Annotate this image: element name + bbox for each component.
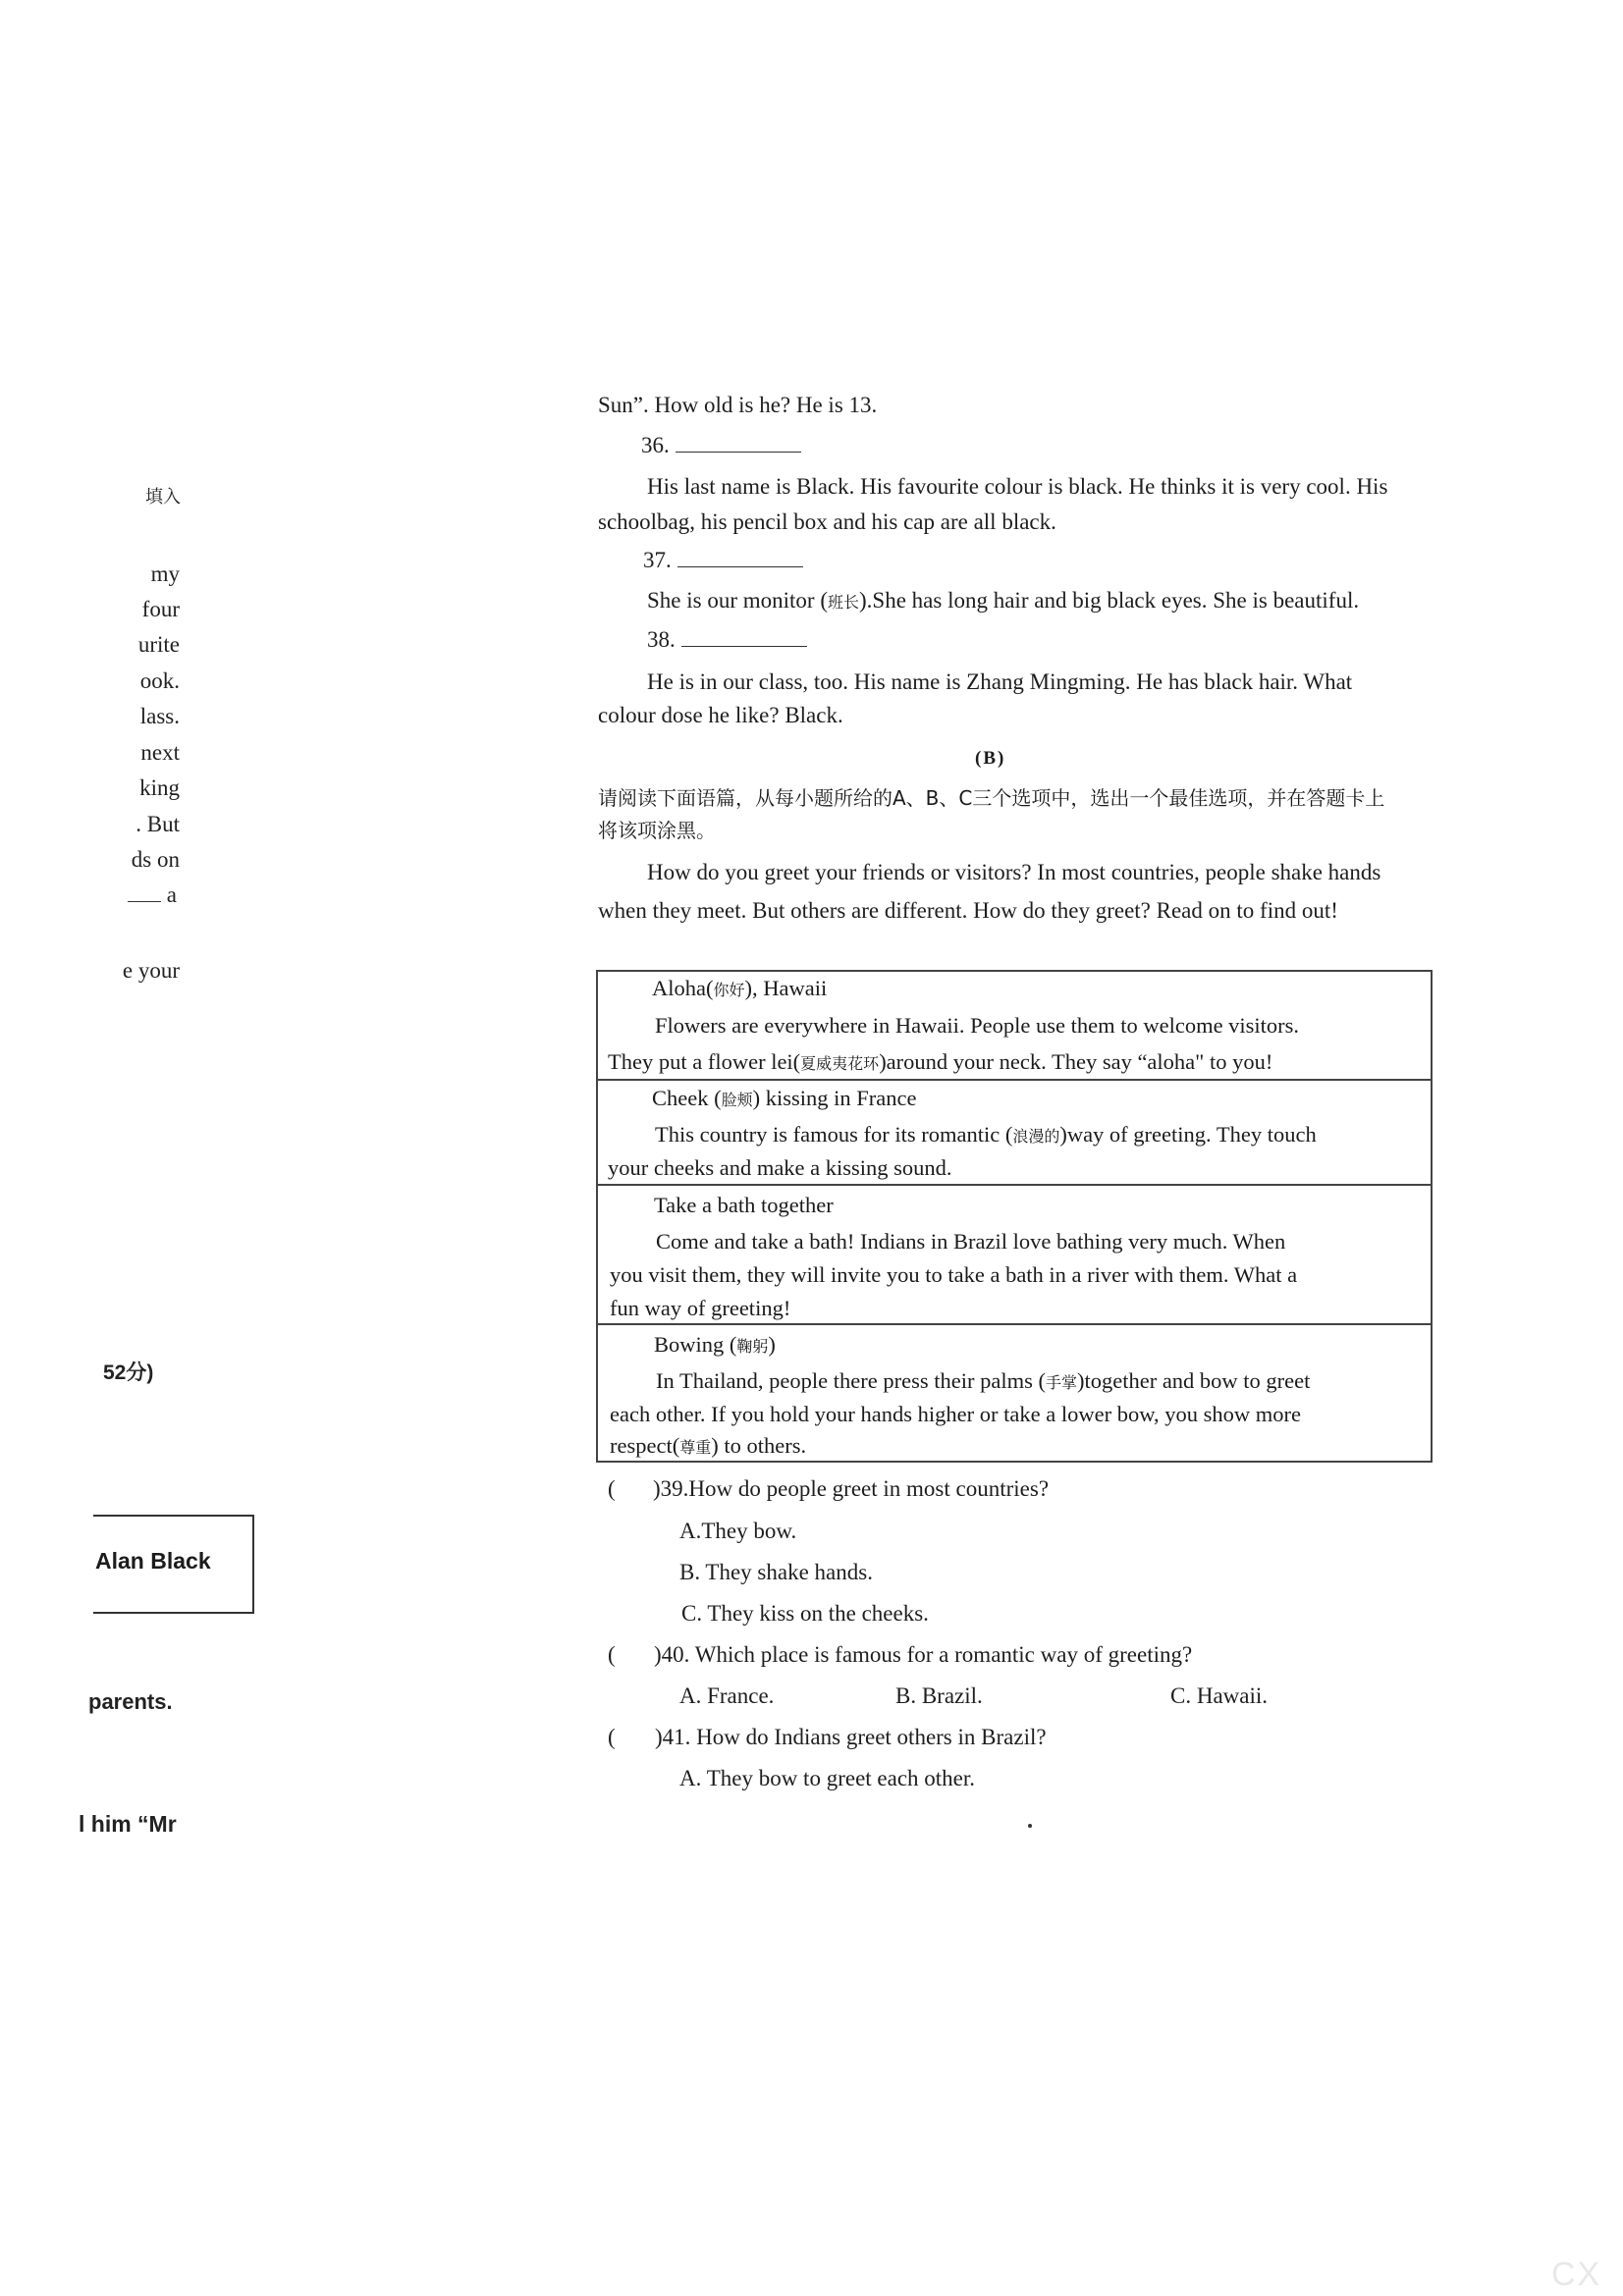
left-fragment: l him “Mr — [79, 1811, 177, 1837]
passage-title: Cheek (脸颊) kissing in France — [652, 1086, 917, 1110]
option[interactable]: A.They bow. — [679, 1519, 797, 1543]
instruction: 将该项涂黑。 — [598, 819, 716, 842]
question-41-stem: )41. How do Indians greet others in Brazil? — [655, 1725, 1047, 1749]
option[interactable]: B. Brazil. — [895, 1683, 983, 1708]
answer-box — [93, 1515, 254, 1614]
option[interactable]: A. France. — [679, 1683, 775, 1708]
table-divider — [596, 1323, 1433, 1325]
left-fragment: king — [139, 775, 180, 800]
passage-line: She is our monitor (班长).She has long hair and big black eyes. She is beautiful. — [647, 588, 1360, 613]
passage-line: How do you greet your friends or visitors? In most countries, people shake hands — [647, 860, 1381, 884]
left-fragment: . But — [135, 812, 180, 836]
passage-line: He is in our class, too. His name is Zhang Mingming. He has black hair. What — [647, 669, 1353, 694]
passage-line: Sun”. How old is he? He is 13. — [598, 393, 878, 417]
option[interactable]: B. They shake hands. — [679, 1560, 873, 1584]
passage-line: They put a flower lei(夏威夷花环)around your neck. They say “aloha" to you! — [608, 1049, 1273, 1074]
passage-line: when they meet. But others are different. How do they greet? Read on to find out! — [598, 898, 1338, 923]
answer-blank[interactable] — [677, 549, 803, 567]
question-40-stem: )40. Which place is famous for a romantic way of greeting? — [654, 1642, 1193, 1667]
passage-title: Take a bath together — [654, 1193, 834, 1217]
answer-blank[interactable] — [681, 628, 807, 647]
passage-title: Aloha(你好), Hawaii — [652, 976, 828, 1000]
scan-speck — [1028, 1824, 1032, 1828]
table-divider — [596, 1079, 1433, 1081]
answer-paren[interactable]: ( — [608, 1476, 616, 1501]
passage-line: you visit them, they will invite you to take a bath in a river with them. What a — [610, 1262, 1298, 1287]
passage-line: His last name is Black. His favourite colour is black. He thinks it is very cool. His — [647, 474, 1388, 499]
left-fragment: e your — [122, 958, 180, 983]
left-fragment: a — [128, 883, 177, 906]
passage-line: Come and take a bath! Indians in Brazil love bathing very much. When — [656, 1229, 1286, 1254]
left-fragment: four — [141, 597, 180, 621]
passage-line: schoolbag, his pencil box and his cap are all black. — [598, 509, 1056, 534]
left-fragment: next — [140, 740, 180, 765]
section-score: 52分) — [103, 1362, 154, 1384]
watermark: CX — [1551, 2256, 1602, 2293]
passage-line: each other. If you hold your hands higher or take a lower bow, you show more — [610, 1402, 1301, 1426]
question-36: 36. — [641, 434, 801, 456]
table-divider — [596, 1184, 1433, 1186]
passage-line: fun way of greeting! — [610, 1296, 791, 1320]
instruction: 请阅读下面语篇，从每小题所给的A、B、C三个选项中，选出一个最佳选项，并在答题卡上 — [598, 786, 1385, 810]
passage-title: Bowing (鞠躬) — [654, 1332, 776, 1357]
passage-line: This country is famous for its romantic (浪漫的)way of greeting. They touch — [655, 1122, 1317, 1147]
option[interactable]: C. Hawaii. — [1170, 1683, 1269, 1708]
section-label: (B) — [975, 748, 1006, 769]
left-fragment: parents. — [88, 1689, 173, 1714]
left-fragment: lass. — [139, 704, 180, 728]
option[interactable]: C. They kiss on the cheeks. — [681, 1601, 929, 1626]
passage-line: your cheeks and make a kissing sound. — [608, 1155, 952, 1180]
option[interactable]: A. They bow to greet each other. — [679, 1766, 976, 1790]
passage-line: colour dose he like? Black. — [598, 703, 843, 727]
answer-paren[interactable]: ( — [608, 1725, 616, 1749]
left-fragment: 填入 — [145, 487, 181, 507]
question-39-stem: )39.How do people greet in most countries? — [653, 1476, 1050, 1501]
passage-line: Flowers are everywhere in Hawaii. People use them to welcome visitors. — [655, 1013, 1300, 1038]
question-37: 37. — [643, 549, 803, 571]
question-38: 38. — [647, 628, 807, 651]
passage-line: In Thailand, people there press their palms (手掌)together and bow to greet — [656, 1368, 1311, 1393]
answer-box-text: Alan Black — [95, 1548, 211, 1574]
left-fragment: ds on — [131, 847, 180, 872]
left-fragment: ook. — [139, 668, 180, 693]
left-fragment: urite — [137, 632, 180, 657]
left-fragment: my — [150, 561, 180, 586]
answer-paren[interactable]: ( — [608, 1642, 616, 1667]
answer-blank[interactable] — [676, 434, 801, 453]
passage-line: respect(尊重) to others. — [610, 1433, 807, 1458]
